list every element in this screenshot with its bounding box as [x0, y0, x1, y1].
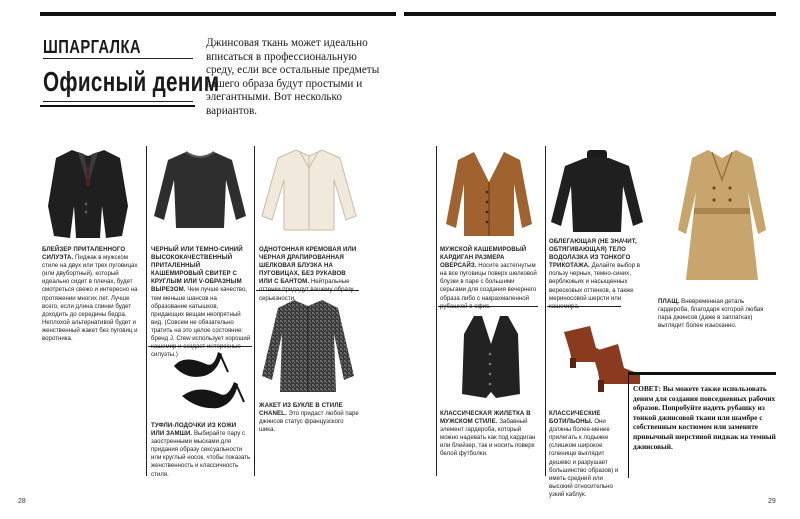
section-kicker: ШПАРГАЛКА — [43, 37, 141, 57]
page-number-left: 28 — [18, 498, 26, 505]
item-name: ОБЛЕГАЮЩАЯ (НЕ ЗНАЧИТ, ОБТЯГИВАЮЩАЯ) ТЕЛО ВОДОЛАЗКА ИЗ ТОНКОГО ТРИКОТАЖА. — [549, 238, 637, 270]
column-divider — [254, 146, 255, 476]
item-name: ПЛАЩ. — [658, 298, 680, 305]
vest-image — [460, 314, 522, 400]
blazer-image — [42, 146, 134, 240]
cardigan-image — [444, 146, 534, 240]
top-rule-right — [404, 12, 776, 16]
item-name: ТУФЛИ-ЛОДОЧКИ ИЗ КОЖИ ИЛИ ЗАМШИ. — [151, 422, 237, 438]
intro-paragraph: Джинсовая ткань может идеально вписаться в профессиональную среду, если все остальные предметы вашего образа будут простыми и элегантными. Вот несколько вариантов. — [206, 37, 380, 117]
item-caption-blouse — [259, 246, 359, 303]
boucle-jacket-image — [260, 296, 356, 396]
item-name: КЛАССИЧЕСКАЯ ЖИЛЕТКА В МУЖСКОМ СТИЛЕ. — [440, 410, 531, 426]
item-name: МУЖСКОЙ КАШЕМИРОВЫЙ КАРДИГАН РАЗМЕРА ОВЕРСАЙЗ. — [440, 246, 527, 270]
item-name: ОДНОТОННАЯ КРЕМОВАЯ ИЛИ ЧЕРНАЯ ДРАПИРОВАННАЯ ШЕЛКОВАЯ БЛУЗКА НА ПУГОВИЦАХ, БЕЗ РУКАВОВ ИЛИ С БАНТОМ. — [259, 246, 357, 286]
item-caption-trench — [658, 298, 776, 330]
item-caption-blazer — [42, 246, 142, 343]
top-rule-left — [40, 12, 396, 16]
item-text: Вневременная деталь гардероба, благодаря которой любая пара джинсов (даже в заплатках) выглядит более изысканно. — [658, 298, 764, 330]
kicker-rule — [43, 58, 193, 59]
item-text: Они должны более-менее прилегать к лодыжке (слишком широкое голенище выглядит дешево и разрушает большинство образов) и иметь средний или высокий относительно узкий каблук. — [549, 418, 619, 498]
item-name: ЧЕРНЫЙ ИЛИ ТЕМНО-СИНИЙ ВЫСОКОКАЧЕСТВЕННЫЙ ПРИТАЛЕННЫЙ КАШЕМИРОВЫЙ СВИТЕР С КРУГЛЫМ ИЛИ V-ОБРАЗНЫМ ВЫРЕЗОМ. — [151, 246, 243, 294]
item-caption-turtleneck — [549, 238, 645, 311]
column-divider — [545, 146, 546, 476]
item-text: Делайте выбор в пользу черных, темно-синих, верблюжьих и насыщенных вересковых оттенков, а также мериносовой шерсти или кашемира. — [549, 262, 640, 310]
page-title: Офисный деним — [43, 66, 220, 97]
column-divider — [146, 146, 147, 476]
title-rule — [43, 101, 193, 102]
tip-label: СОВЕТ: — [633, 384, 661, 393]
item-text: Пиджак в мужском стиле на двух или трех пуговицах (или двубортный), который идеально сидит в плечах, будет смотреться свежо и интересно на протяжении многих лет. Лучше всего, если длина спинки будет доходить до середины бедра. Неплохой альтернативой будет и женственный жакет без пуговиц и воротника. — [42, 254, 138, 343]
item-text: Нейтральные оттенки придадут вашему образу серьезности. — [259, 278, 354, 302]
item-caption-cardigan — [440, 246, 540, 311]
item-text: Это придаст любой паре джинсов статус французского шика. — [259, 410, 359, 434]
blouse-image — [260, 146, 358, 234]
item-caption-pumps — [151, 422, 251, 479]
item-text: Носите застегнутым на все пуговицы поверх шелковой блузки в паре с большими серьгами для создания вечернего образа либо с накрахмаленной рубашкой в офис. — [440, 262, 537, 310]
item-text: Чем лучше качество, тем меньше шансов на образование катышков, придающих вещам неопрятный вид. (Совсем не обязательно тратить на это целое состояние: бренд J. Crew использует хороший кашемир и создает интересные силуэты.) — [151, 286, 251, 359]
tip-box — [628, 372, 776, 478]
turtleneck-image — [549, 148, 645, 234]
item-caption-vest — [440, 410, 540, 459]
page-number-right: 29 — [768, 498, 776, 505]
item-text: Выбирайте пару с заостренными мысками для придания образу сексуальности или круглый носок, чтобы показать женственность и классичность стиля. — [151, 430, 251, 478]
item-caption-boots — [549, 410, 627, 499]
left-header-rule — [40, 105, 195, 107]
column-divider — [436, 146, 437, 476]
trench-coat-image — [672, 146, 772, 286]
item-caption-boucle — [259, 402, 359, 434]
item-name: КЛАССИЧЕСКИЕ БОТИЛЬОНЫ. — [549, 410, 601, 426]
item-caption-sweater — [151, 246, 251, 359]
item-name: ЖАКЕТ ИЗ БУКЛЕ В СТИЛЕ CHANEL. — [259, 402, 343, 418]
item-name: БЛЕЙЗЕР ПРИТАЛЕННОГО СИЛУЭТА. — [42, 246, 126, 262]
sweater-image — [152, 146, 248, 232]
tip-text: Вы можете также использовать деним для создания повседневных рабочих образов. Попробуйте надеть рубашку из тонкой джинсовой ткани или шамбре с собственным костюмом или замените привычный шерстяной пиджак на темный джинсовый. — [633, 384, 776, 451]
item-text: Забавный элемент гардероба, который можно надевать как под кардиган или блейзер, так и носить поверх белой футболки. — [440, 418, 536, 458]
